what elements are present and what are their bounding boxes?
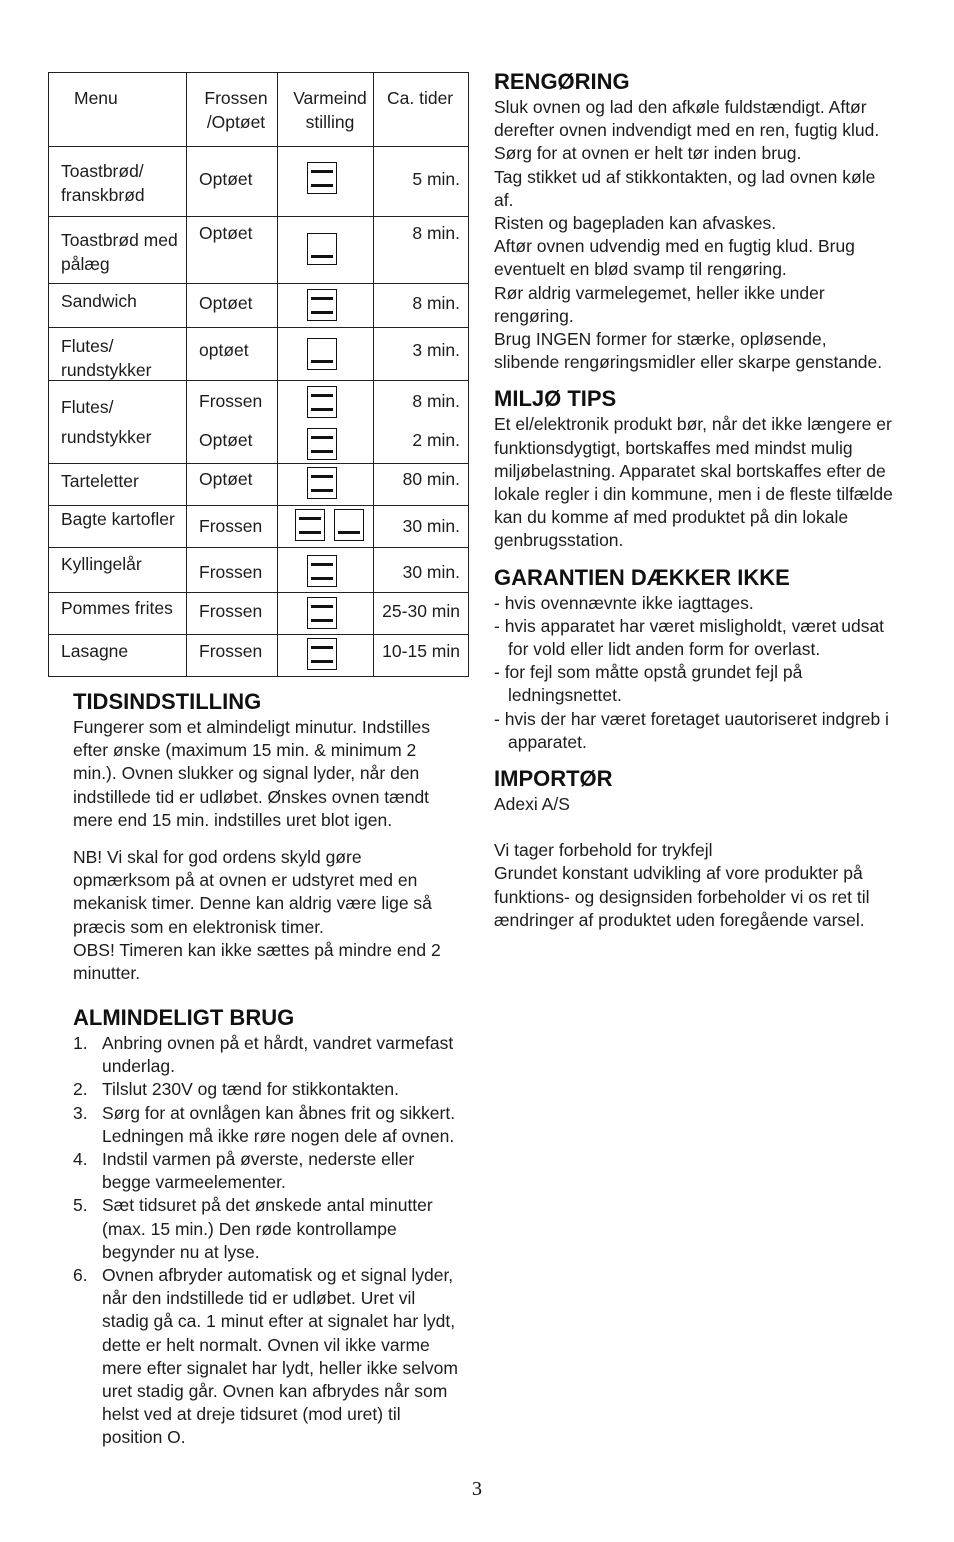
- heating-bottom-icon: [334, 509, 364, 541]
- paragraph: Tag stikket ud af stikkontakten, og lad ovnen køle af.: [494, 166, 876, 210]
- cooking-table: [48, 72, 469, 677]
- section-tidsindstilling: [73, 688, 453, 985]
- menu-cell: Bagte kartofler: [61, 509, 175, 529]
- list-item: - hvis apparatet har været misligholdt, været udsat for vold eller lidt anden form for overlast.: [494, 615, 885, 660]
- paragraph: NB! Vi skal for god ordens skyld gøre opmærksom på at ovnen er udstyret med en mekanisk timer. Denne kan aldrig være lige så præcis som en elektronisk timer.: [73, 847, 432, 937]
- menu-cell: Tarteletter: [61, 471, 139, 491]
- header-time: Ca. tider: [387, 88, 454, 108]
- paragraph: Risten og bagepladen kan afvaskes.: [494, 213, 777, 234]
- list-item: 2. Tilslut 230V og tænd for stikkontakten.: [73, 1079, 400, 1100]
- menu-cell: Lasagne: [61, 641, 129, 661]
- paragraph: Vi tager forbehold for trykfejl: [494, 840, 713, 861]
- heading-importor: IMPORTØR: [494, 766, 613, 792]
- time-cell: 8 min.: [412, 293, 460, 313]
- time-cell: 30 min.: [402, 562, 460, 582]
- paragraph: Fungerer som et almindeligt minutur. Indstilles efter ønske (maximum 15 min. & minimum 2 min.). Ovnen slukker og signal lyder, når den indstillede tid er udløbet. Ønskes ovnen tændt mere end 15 min. indstilles uret blot igen.: [73, 717, 430, 830]
- list-item: 4. Indstil varmen på øverste, nederste eller begge varmeelementer.: [73, 1149, 415, 1193]
- heating-both-icon: [307, 386, 337, 418]
- time-cell: 8 min.: [412, 223, 460, 243]
- time-cell: 25-30 min: [382, 601, 460, 621]
- time-cell: 5 min.: [412, 169, 460, 189]
- heating-both-icon: [307, 638, 337, 670]
- time-cell: 80 min.: [402, 469, 460, 489]
- paragraph: Et el/elektronik produkt bør, når det ikke længere er funktionsdygtigt, bortskaffes med mindst mulig miljøbelastning. Apparatet skal bortskaffes efter de lokale regler i din kommune, men i de fleste tilfælde kan du komme af med produktet på din lokale genbrugsstation.: [494, 414, 893, 551]
- list-item: 1. Anbring ovnen på et hårdt, vandret varmefast underlag.: [73, 1033, 454, 1077]
- paragraph: Sluk ovnen og lad den afkøle fuldstændigt. Aftør derefter ovnen indvendigt med en ren, fugtig klud. Sørg for at ovnen er helt tør inden brug.: [494, 97, 880, 164]
- menu-cell: Flutes/: [61, 397, 114, 417]
- state-cell: Frossen: [199, 391, 263, 411]
- heating-both-icon: [307, 467, 337, 499]
- heading-miljo: MILJØ TIPS: [494, 386, 617, 412]
- heating-both-icon: [307, 555, 337, 587]
- menu-cell: Flutes/ rundstykker: [61, 336, 152, 380]
- state-cell: Frossen: [199, 641, 263, 661]
- paragraph: Rør aldrig varmelegemet, heller ikke under rengøring.: [494, 282, 825, 326]
- paragraph: Brug INGEN former for stærke, opløsende, slibende rengøringsmidler eller skarpe genstande.: [494, 329, 883, 373]
- list-item: 6. Ovnen afbryder automatisk og et signal lyder, når den indstillede tid er udløbet. Uret vil stadig gå ca. 1 minut efter at signalet har lydt, dette er helt normalt. Ovnen vil ikke varme mere efter signalet har lydt, heller ikke selvom uret stadig går. Ovnen kan afbrydes når som helst ved at dreje tidsuret (mod uret) til position O.: [73, 1265, 458, 1448]
- paragraph: Aftør ovnen udvendig med en fugtig klud. Brug eventuelt en blød svamp til rengøring.: [494, 236, 855, 280]
- state-cell: Frossen: [199, 516, 263, 536]
- list-item: - hvis der har været foretaget uautoriseret indgreb i apparatet.: [494, 708, 889, 752]
- heating-both-icon: [295, 509, 325, 541]
- time-cell: 2 min.: [412, 430, 460, 450]
- state-cell: optøet: [199, 340, 249, 360]
- state-cell: Frossen: [199, 601, 263, 621]
- state-cell: Optøet: [199, 223, 253, 243]
- heating-both-icon: [307, 597, 337, 629]
- heading-garantien: GARANTIEN DÆKKER IKKE: [494, 564, 790, 590]
- menu-cell: Sandwich: [61, 291, 137, 311]
- time-cell: 10-15 min: [382, 641, 460, 661]
- usage-list: [73, 1032, 461, 1450]
- state-cell: Optøet: [199, 430, 253, 450]
- list-item: - for fejl som måtte opstå grundet fejl på ledningsnettet.: [494, 662, 803, 706]
- section-rengoring: [494, 68, 894, 932]
- menu-cell: Kyllingelår: [61, 554, 142, 574]
- menu-cell: Toastbrød med pålæg: [61, 230, 178, 274]
- importer-name: Adexi A/S: [494, 794, 570, 815]
- menu-cell: Toastbrød/ franskbrød: [61, 161, 145, 205]
- header-menu: Menu: [74, 88, 118, 108]
- section-almindeligt-brug: [73, 1004, 461, 1450]
- heading-almindeligt-brug: ALMINDELIGT BRUG: [73, 1005, 295, 1030]
- paragraph: Grundet konstant udvikling af vore produkter på funktions- og designsiden forbeholder vi os ret til ændringer af produktet uden foregående varsel.: [494, 863, 870, 930]
- heating-both-icon: [307, 162, 337, 194]
- state-cell: Optøet: [199, 469, 253, 489]
- list-item: - hvis ovennævnte ikke iagttages.: [494, 592, 754, 613]
- time-cell: 3 min.: [412, 340, 460, 360]
- heading-tidsindstilling: TIDSINDSTILLING: [73, 689, 262, 714]
- list-item: 5. Sæt tidsuret på det ønskede antal minutter (max. 15 min.) Den røde kontrollampe begynder nu at lyse.: [73, 1195, 433, 1262]
- state-cell: Optøet: [199, 293, 253, 313]
- heading-rengoring: RENGØRING: [494, 69, 630, 94]
- state-cell: Frossen: [199, 562, 263, 582]
- heating-both-icon: [307, 289, 337, 321]
- state-cell: Optøet: [199, 169, 253, 189]
- heating-bottom-icon: [307, 338, 337, 370]
- menu-cell: Pommes frites: [61, 598, 173, 618]
- warranty-list: [494, 592, 894, 754]
- header-frozen: Frossen /Optøet: [204, 88, 268, 132]
- page-number: 3: [472, 1478, 482, 1500]
- list-item: 3. Sørg for at ovnlågen kan åbnes frit og sikkert. Ledningen må ikke røre nogen dele af ovnen.: [73, 1102, 456, 1146]
- time-cell: 30 min.: [402, 516, 460, 536]
- heating-both-icon: [307, 428, 337, 460]
- header-heating: Varmeind stilling: [293, 88, 367, 132]
- heating-bottom-icon: [307, 233, 337, 265]
- paragraph: OBS! Timeren kan ikke sættes på mindre end 2 minutter.: [73, 939, 441, 984]
- menu-cell: rundstykker: [61, 427, 152, 447]
- time-cell: 8 min.: [412, 391, 460, 411]
